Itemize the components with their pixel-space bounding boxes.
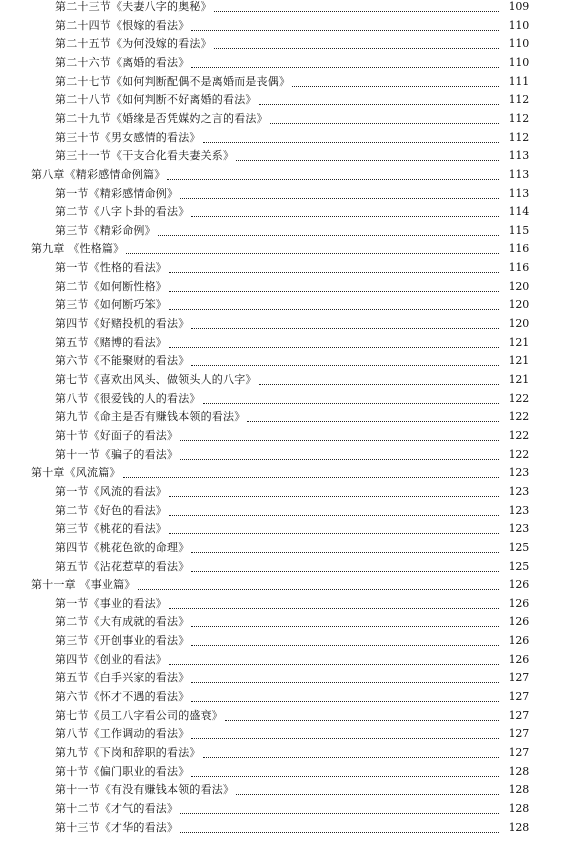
toc-section-row[interactable]	[0, 613, 565, 631]
toc-entry-title: 第二节《好色的看法》	[55, 503, 167, 517]
toc-section-row[interactable]	[0, 781, 565, 799]
toc-page-number: 113	[508, 186, 529, 200]
toc-entry-title: 第十节《偏门职业的看法》	[55, 764, 190, 778]
toc-entry-title: 第二十七节《如何判断配偶不是离婚而是丧偶》	[55, 74, 291, 88]
toc-section-row[interactable]	[0, 763, 565, 781]
toc-section-row[interactable]	[0, 352, 565, 370]
toc-chapter-row[interactable]	[0, 166, 565, 184]
toc-section-row[interactable]	[0, 595, 565, 613]
toc-page-number: 123	[508, 484, 529, 498]
toc-entry-title: 第一节《事业的看法》	[55, 596, 167, 610]
dot-leader	[191, 61, 499, 68]
dot-leader	[203, 136, 499, 143]
toc-page-number: 112	[508, 111, 529, 125]
toc-entry-title: 第八节《很爱钱的人的看法》	[55, 391, 201, 405]
toc-page-number: 127	[508, 708, 529, 722]
toc-page-number: 113	[508, 149, 529, 163]
dot-leader	[167, 173, 499, 180]
dot-leader	[191, 322, 499, 329]
dot-leader	[259, 98, 499, 105]
toc-section-row[interactable]	[0, 54, 565, 72]
toc-page-number: 126	[508, 634, 529, 648]
toc-section-row[interactable]	[0, 744, 565, 762]
toc-page-number: 110	[508, 55, 529, 69]
dot-leader	[191, 565, 499, 572]
toc-page-number: 128	[508, 820, 529, 834]
toc-entry-title: 第八节《工作调动的看法》	[55, 727, 190, 741]
dot-leader	[236, 788, 499, 795]
toc-section-row[interactable]	[0, 73, 565, 91]
toc-page-number: 115	[508, 223, 529, 237]
toc-section-row[interactable]	[0, 558, 565, 576]
toc-page-number: 126	[508, 578, 529, 592]
toc-page-number: 120	[508, 279, 529, 293]
toc-section-row[interactable]	[0, 296, 565, 314]
toc-page-number: 125	[508, 540, 529, 554]
toc-section-row[interactable]	[0, 35, 565, 53]
toc-entry-title: 第三节《桃花的看法》	[55, 522, 167, 536]
toc-entry-title: 第九节《下岗和辞职的看法》	[55, 746, 201, 759]
dot-leader	[169, 341, 499, 348]
toc-chapter-row[interactable]	[0, 464, 565, 482]
dot-leader	[169, 285, 499, 292]
dot-leader	[191, 732, 499, 739]
dot-leader	[203, 397, 499, 404]
dot-leader	[180, 807, 499, 814]
toc-page-number: 123	[508, 503, 529, 517]
toc-section-row[interactable]	[0, 371, 565, 389]
toc-section-row[interactable]	[0, 707, 565, 725]
toc-entry-title: 第二十八节《如何判断不好离婚的看法》	[55, 93, 257, 107]
toc-entry-title: 第一节《风流的看法》	[55, 484, 167, 498]
toc-page-number: 128	[508, 801, 529, 815]
toc-entry-title: 第二十三节《夫妻八字的奥秘》	[55, 0, 212, 13]
toc-page-number: 122	[508, 447, 529, 461]
toc-section-row[interactable]	[0, 129, 565, 147]
toc-page-number: 125	[508, 559, 529, 573]
toc-section-row[interactable]	[0, 669, 565, 687]
toc-entry-title: 第十一节《有没有赚钱本领的看法》	[55, 783, 235, 797]
toc-page-number: 127	[508, 746, 529, 759]
toc-section-row[interactable]	[0, 688, 565, 706]
toc-page-number: 122	[508, 410, 529, 424]
toc-section-row[interactable]	[0, 110, 565, 128]
toc-entry-title: 第一节《性格的看法》	[55, 261, 167, 275]
toc-entry-title: 第七节《喜欢出风头、做领头人的八字》	[55, 373, 257, 386]
toc-entry-title: 第十一节《骗子的看法》	[55, 447, 179, 461]
toc-section-row[interactable]	[0, 520, 565, 538]
toc-page-number: 122	[508, 428, 529, 442]
toc-section-row[interactable]	[0, 800, 565, 818]
dot-leader	[191, 676, 499, 683]
toc-page-number: 121	[508, 373, 529, 386]
toc-entry-title: 第二节《如何断性格》	[55, 279, 167, 293]
toc-section-row[interactable]	[0, 147, 565, 165]
toc-page-number: 110	[508, 37, 529, 51]
toc-entry-title: 第十三节《才华的看法》	[55, 820, 179, 834]
toc-page-number: 111	[508, 74, 529, 88]
dot-leader	[225, 714, 499, 721]
toc-entry-title: 第九章 《性格篇》	[31, 242, 125, 256]
toc-entry-title: 第三节《如何断巧笨》	[55, 298, 167, 312]
dot-leader	[191, 770, 499, 777]
dot-leader	[180, 453, 499, 460]
toc-entry-title: 第二十九节《婚缘是否凭媒妁之言的看法》	[55, 111, 268, 125]
toc-page-number: 121	[508, 354, 529, 368]
dot-leader	[270, 117, 499, 124]
toc-page-number: 126	[508, 652, 529, 666]
toc-page-number: 120	[508, 317, 529, 331]
toc-entry-title: 第八章《精彩感情命例篇》	[31, 167, 166, 181]
toc-section-row[interactable]	[0, 483, 565, 501]
dot-leader	[191, 639, 499, 646]
toc-entry-title: 第十一章 《事业篇》	[31, 578, 136, 592]
dot-leader	[191, 210, 499, 217]
dot-leader	[214, 5, 499, 12]
dot-leader	[169, 602, 499, 609]
toc-entry-title: 第二十四节《恨嫁的看法》	[55, 18, 190, 32]
toc-section-row[interactable]	[0, 185, 565, 203]
toc-entry-title: 第二十五节《为何没嫁的看法》	[55, 37, 212, 51]
toc-section-row[interactable]	[0, 427, 565, 445]
dot-leader	[180, 434, 499, 441]
toc-entry-title: 第二十六节《离婚的看法》	[55, 55, 190, 69]
toc-page-number: 110	[508, 18, 529, 32]
dot-leader	[126, 247, 499, 254]
toc-entry-title: 第六节《怀才不遇的看法》	[55, 690, 190, 704]
toc-section-row[interactable]	[0, 819, 565, 837]
toc-entry-title: 第三节《开创事业的看法》	[55, 634, 190, 648]
toc-entry-title: 第五节《赌博的看法》	[55, 335, 167, 349]
toc-section-row[interactable]	[0, 222, 565, 240]
toc-page-number: 116	[508, 242, 529, 256]
toc-section-row[interactable]	[0, 725, 565, 743]
dot-leader	[247, 415, 499, 422]
toc-entry-title: 第三十节《男女感情的看法》	[55, 130, 201, 144]
toc-entry-title: 第七节《员工八字看公司的盛衰》	[55, 708, 223, 722]
dot-leader	[292, 80, 499, 87]
toc-page-number: 112	[508, 93, 529, 107]
toc-entry-title: 第四节《桃花色欲的命理》	[55, 540, 190, 554]
toc-section-row[interactable]	[0, 259, 565, 277]
toc-entry-title: 第一节《精彩感情命例》	[55, 186, 179, 200]
toc-entry-title: 第十节《好面子的看法》	[55, 428, 179, 442]
toc-chapter-row[interactable]	[0, 240, 565, 258]
toc-section-row[interactable]	[0, 334, 565, 352]
toc-page-number: 120	[508, 298, 529, 312]
toc-section-row[interactable]	[0, 408, 565, 426]
dot-leader	[203, 751, 499, 758]
toc-section-row[interactable]	[0, 91, 565, 109]
toc-page-number: 116	[508, 261, 529, 275]
dot-leader	[259, 378, 499, 385]
toc-entry-title: 第三节《精彩命例》	[55, 223, 156, 237]
dot-leader	[180, 826, 499, 833]
toc-entry-title: 第五节《白手兴家的看法》	[55, 671, 190, 685]
toc-entry-title: 第四节《好赌投机的看法》	[55, 317, 190, 331]
toc-section-row[interactable]	[0, 278, 565, 296]
toc-page-number: 112	[508, 130, 529, 144]
toc-section-row[interactable]	[0, 315, 565, 333]
dot-leader	[158, 229, 499, 236]
toc-section-row[interactable]	[0, 390, 565, 408]
toc-entry-title: 第五节《沾花惹草的看法》	[55, 559, 190, 573]
toc-entry-title: 第二节《八字卜卦的看法》	[55, 205, 190, 219]
toc-section-row[interactable]	[0, 203, 565, 221]
toc-section-row[interactable]	[0, 0, 565, 16]
toc-page-number: 127	[508, 727, 529, 741]
toc-page-number: 128	[508, 783, 529, 797]
toc-entry-title: 第四节《创业的看法》	[55, 652, 167, 666]
dot-leader	[138, 583, 500, 590]
toc-section-row[interactable]	[0, 502, 565, 520]
toc-chapter-row[interactable]	[0, 576, 565, 594]
toc-section-row[interactable]	[0, 17, 565, 35]
dot-leader	[169, 490, 499, 497]
dot-leader	[191, 359, 499, 366]
toc-page-number: 126	[508, 596, 529, 610]
toc-page-number: 123	[508, 466, 529, 480]
dot-leader	[169, 303, 499, 310]
toc-page-number: 114	[508, 205, 529, 219]
dot-leader	[191, 695, 499, 702]
toc-page-number: 121	[508, 335, 529, 349]
dot-leader	[191, 620, 499, 627]
dot-leader	[169, 658, 499, 665]
dot-leader	[180, 192, 499, 199]
dot-leader	[236, 154, 499, 161]
toc-page-number: 109	[508, 0, 529, 13]
toc-entry-title: 第三十一节《干支合化看夫妻关系》	[55, 149, 235, 163]
toc-entry-title: 第六节《不能聚财的看法》	[55, 354, 190, 368]
toc-section-row[interactable]	[0, 651, 565, 669]
toc-entry-title: 第十章《风流篇》	[31, 466, 121, 480]
dot-leader	[191, 24, 499, 31]
dot-leader	[191, 546, 499, 553]
toc-entry-title: 第十二节《才气的看法》	[55, 801, 179, 815]
toc-section-row[interactable]	[0, 632, 565, 650]
toc-page-number: 122	[508, 391, 529, 405]
toc-page-number: 127	[508, 671, 529, 685]
toc-section-row[interactable]	[0, 539, 565, 557]
toc-page-number: 113	[508, 167, 529, 181]
dot-leader	[169, 509, 499, 516]
dot-leader	[169, 527, 499, 534]
toc-entry-title: 第二节《大有成就的看法》	[55, 615, 190, 629]
dot-leader	[123, 471, 499, 478]
dot-leader	[214, 42, 499, 49]
toc-page-number: 127	[508, 690, 529, 704]
toc-page-number: 123	[508, 522, 529, 536]
toc-section-row[interactable]	[0, 446, 565, 464]
toc-page-number: 126	[508, 615, 529, 629]
toc-entry-title: 第九节《命主是否有赚钱本领的看法》	[55, 410, 246, 424]
dot-leader	[169, 266, 499, 273]
toc-page-number: 128	[508, 764, 529, 778]
